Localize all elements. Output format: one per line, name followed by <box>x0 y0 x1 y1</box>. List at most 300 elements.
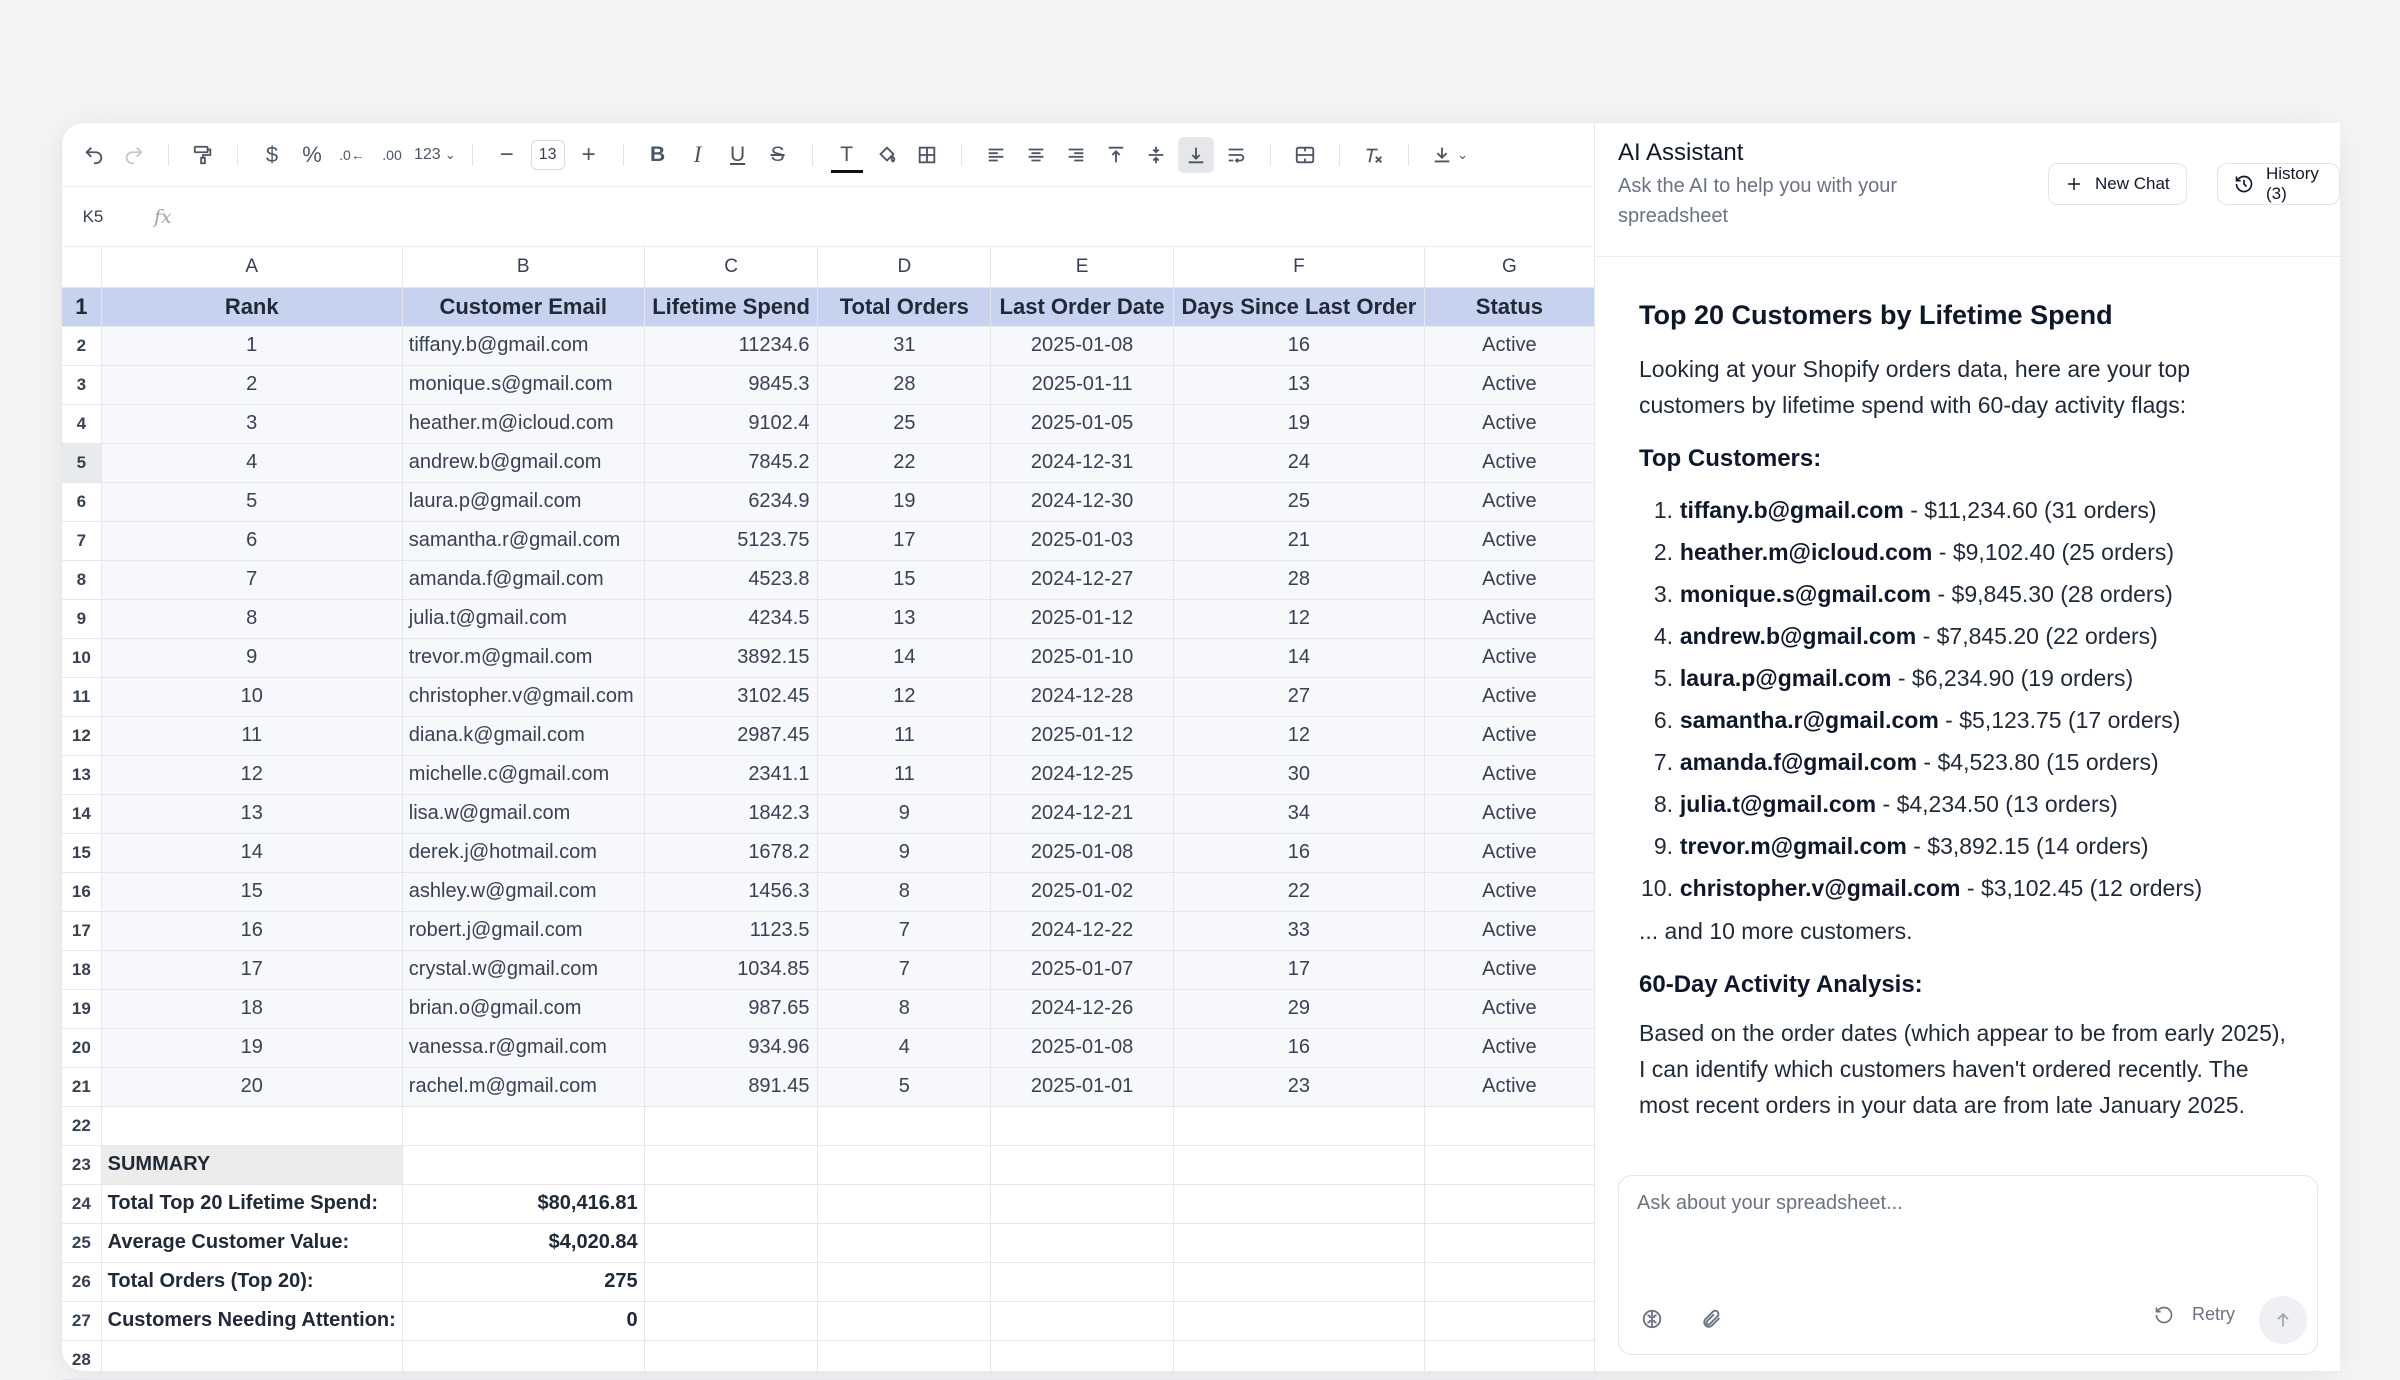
cell[interactable]: 5123.75 <box>644 521 818 560</box>
cell[interactable] <box>818 1301 991 1340</box>
cell[interactable]: 7 <box>818 911 991 950</box>
merge-cells-icon[interactable] <box>1287 137 1323 173</box>
cell[interactable]: 2025-01-05 <box>991 404 1174 443</box>
cells-table <box>62 247 1595 1380</box>
row-header[interactable]: 19 <box>62 989 101 1028</box>
more-customers-text: ... and 10 more customers. <box>1639 918 1913 944</box>
cell[interactable]: 13 <box>1173 365 1424 404</box>
cell[interactable] <box>991 1223 1174 1262</box>
cell[interactable]: Active <box>1424 989 1594 1028</box>
cell[interactable]: trevor.m@gmail.com <box>402 638 644 677</box>
cell[interactable] <box>818 1106 991 1145</box>
cell[interactable]: 13 <box>101 794 402 833</box>
percent-icon[interactable]: % <box>302 141 322 167</box>
table-row <box>62 1106 1595 1145</box>
cell[interactable]: 1123.5 <box>644 911 818 950</box>
cell[interactable] <box>644 1145 818 1184</box>
cell[interactable]: vanessa.r@gmail.com <box>402 1028 644 1067</box>
cell[interactable]: 29 <box>1173 989 1424 1028</box>
cell[interactable] <box>1424 1184 1594 1223</box>
chat-input-box[interactable] <box>1618 1175 2318 1355</box>
cell[interactable]: 9 <box>818 794 991 833</box>
cell[interactable]: Active <box>1424 521 1594 560</box>
cell[interactable]: 22 <box>1173 872 1424 911</box>
cell[interactable] <box>402 1106 644 1145</box>
send-button[interactable] <box>2259 1296 2307 1344</box>
analysis-heading: 60-Day Activity Analysis: <box>1639 971 1923 998</box>
cell[interactable] <box>991 1340 1174 1379</box>
italic-icon[interactable]: I <box>693 141 702 167</box>
cell[interactable]: 9845.3 <box>644 365 818 404</box>
cell[interactable]: andrew.b@gmail.com <box>402 443 644 482</box>
cell[interactable]: 13 <box>818 599 991 638</box>
cell[interactable]: Customers Needing Attention: <box>101 1301 402 1340</box>
download-icon[interactable] <box>1425 137 1475 173</box>
row-header[interactable]: 12 <box>62 716 101 755</box>
cell[interactable]: 9 <box>818 833 991 872</box>
cell[interactable] <box>1424 1301 1594 1340</box>
cell[interactable]: 2025-01-10 <box>991 638 1174 677</box>
cell[interactable]: 1842.3 <box>644 794 818 833</box>
row-header[interactable]: 15 <box>62 833 101 872</box>
cell[interactable]: Status <box>1424 287 1594 326</box>
cell[interactable]: 1034.85 <box>644 950 818 989</box>
undo-icon[interactable] <box>76 137 112 173</box>
cell[interactable]: 23 <box>1173 1067 1424 1106</box>
cell[interactable]: 4 <box>101 443 402 482</box>
cell[interactable]: 2025-01-03 <box>991 521 1174 560</box>
corner-cell[interactable] <box>62 247 101 287</box>
cell[interactable] <box>991 1301 1174 1340</box>
cell[interactable] <box>1424 1223 1594 1262</box>
chat-messages <box>1595 257 2340 1267</box>
list-item <box>1639 699 2296 741</box>
list-item <box>1639 489 2296 531</box>
table-row <box>62 1067 1595 1106</box>
borders-icon[interactable] <box>909 137 945 173</box>
column-header[interactable]: D <box>818 247 991 287</box>
cell[interactable] <box>991 1106 1174 1145</box>
cell[interactable]: 1456.3 <box>644 872 818 911</box>
analysis-text: Based on the order dates (which appear to be from early 2025), I can identify which customers haven't ordered recently. The most recent orders in your data are from late January 2025. <box>1639 1020 2286 1118</box>
cell[interactable]: rachel.m@gmail.com <box>402 1067 644 1106</box>
cell[interactable]: 2024-12-27 <box>991 560 1174 599</box>
cell[interactable]: Active <box>1424 794 1594 833</box>
customer-email: amanda.f@gmail.com <box>1679 749 1918 775</box>
row-header[interactable]: 4 <box>62 404 101 443</box>
cell[interactable]: 6 <box>101 521 402 560</box>
cell[interactable]: 17 <box>101 950 402 989</box>
cell[interactable]: 9 <box>101 638 402 677</box>
customer-detail: - $4,234.50 (13 orders) <box>1876 791 2118 817</box>
cell[interactable]: 30 <box>1173 755 1424 794</box>
bold-icon[interactable]: B <box>650 142 666 166</box>
cell[interactable]: 2025-01-08 <box>991 326 1174 365</box>
cell[interactable]: 2024-12-25 <box>991 755 1174 794</box>
cell[interactable]: 34 <box>1173 794 1424 833</box>
paperclip-icon[interactable] <box>1701 1308 1723 1335</box>
cell[interactable]: 15 <box>818 560 991 599</box>
decrease-font-size-button[interactable]: − <box>499 140 514 168</box>
column-headers <box>62 247 1595 287</box>
cell[interactable]: monique.s@gmail.com <box>402 365 644 404</box>
cell[interactable]: Average Customer Value: <box>101 1223 402 1262</box>
cell[interactable]: Active <box>1424 911 1594 950</box>
cell[interactable]: 3 <box>101 404 402 443</box>
cell[interactable]: 2025-01-01 <box>991 1067 1174 1106</box>
cell[interactable]: Active <box>1424 404 1594 443</box>
table-row <box>62 911 1595 950</box>
row-header[interactable]: 16 <box>62 872 101 911</box>
cell[interactable]: Total Orders <box>818 287 991 326</box>
column-header[interactable]: C <box>644 247 818 287</box>
wrap-text-icon[interactable] <box>1218 137 1254 173</box>
cell[interactable]: Active <box>1424 1067 1594 1106</box>
cell[interactable]: 12 <box>101 755 402 794</box>
cell[interactable]: 11 <box>101 716 402 755</box>
cell[interactable] <box>991 1145 1174 1184</box>
cell[interactable]: 19 <box>818 482 991 521</box>
cell[interactable]: Active <box>1424 677 1594 716</box>
cell[interactable]: 6234.9 <box>644 482 818 521</box>
cell[interactable]: 8 <box>818 989 991 1028</box>
cell[interactable] <box>101 1340 402 1379</box>
increase-decimal-icon[interactable]: .00 <box>382 146 402 163</box>
cell[interactable]: 2025-01-07 <box>991 950 1174 989</box>
cell[interactable]: 4 <box>818 1028 991 1067</box>
cell[interactable]: 20 <box>101 1067 402 1106</box>
chevron-down-icon: ⌄ <box>1457 146 1469 162</box>
cell[interactable] <box>818 1184 991 1223</box>
row-header[interactable]: 10 <box>62 638 101 677</box>
cell[interactable] <box>402 1340 644 1379</box>
cell[interactable]: 11 <box>818 716 991 755</box>
cell[interactable]: Rank <box>101 287 402 326</box>
cell[interactable]: 2024-12-22 <box>991 911 1174 950</box>
row-header[interactable]: 6 <box>62 482 101 521</box>
cell[interactable]: 2024-12-26 <box>991 989 1174 1028</box>
retry-button[interactable] <box>2154 1304 2235 1325</box>
row-header[interactable]: 28 <box>62 1340 101 1379</box>
row-header[interactable]: 13 <box>62 755 101 794</box>
cell[interactable]: 934.96 <box>644 1028 818 1067</box>
cell[interactable]: $80,416.81 <box>402 1184 644 1223</box>
history-button[interactable] <box>2217 163 2340 205</box>
cell[interactable]: 2025-01-12 <box>991 599 1174 638</box>
cell[interactable]: robert.j@gmail.com <box>402 911 644 950</box>
cell[interactable]: derek.j@hotmail.com <box>402 833 644 872</box>
table-row <box>62 482 1595 521</box>
cell[interactable]: 12 <box>1173 599 1424 638</box>
cell[interactable]: samantha.r@gmail.com <box>402 521 644 560</box>
cell[interactable]: 2341.1 <box>644 755 818 794</box>
cell[interactable]: 14 <box>1173 638 1424 677</box>
cell[interactable] <box>644 1340 818 1379</box>
cell[interactable]: 17 <box>1173 950 1424 989</box>
row-header[interactable]: 11 <box>62 677 101 716</box>
cell[interactable]: 14 <box>101 833 402 872</box>
cell[interactable]: Customer Email <box>402 287 644 326</box>
list-number: 6. <box>1653 707 1673 733</box>
cell[interactable]: Last Order Date <box>991 287 1174 326</box>
cell[interactable]: 2987.45 <box>644 716 818 755</box>
cell[interactable]: Active <box>1424 755 1594 794</box>
new-chat-button[interactable] <box>2048 163 2187 205</box>
paint-format-icon[interactable] <box>185 137 221 173</box>
cell[interactable]: SUMMARY <box>101 1145 402 1184</box>
currency-icon[interactable]: $ <box>265 141 279 167</box>
align-center-icon[interactable] <box>1018 137 1054 173</box>
cell[interactable]: 7 <box>818 950 991 989</box>
cell[interactable]: 16 <box>1173 1028 1424 1067</box>
cell[interactable]: Active <box>1424 560 1594 599</box>
cell[interactable]: 28 <box>818 365 991 404</box>
cell[interactable] <box>818 1262 991 1301</box>
cell[interactable]: laura.p@gmail.com <box>402 482 644 521</box>
cell[interactable]: 21 <box>1173 521 1424 560</box>
cell[interactable]: Days Since Last Order <box>1173 287 1424 326</box>
decrease-decimal-icon[interactable]: .0← <box>339 146 365 163</box>
strikethrough-icon[interactable]: S <box>770 142 785 166</box>
cell[interactable]: 891.45 <box>644 1067 818 1106</box>
cell[interactable]: brian.o@gmail.com <box>402 989 644 1028</box>
cell[interactable]: 15 <box>101 872 402 911</box>
cell[interactable] <box>991 1184 1174 1223</box>
cell[interactable]: 22 <box>818 443 991 482</box>
table-row <box>62 716 1595 755</box>
cell[interactable]: 275 <box>402 1262 644 1301</box>
cell[interactable] <box>1173 1262 1424 1301</box>
cell[interactable]: 8 <box>101 599 402 638</box>
row-header[interactable]: 20 <box>62 1028 101 1067</box>
cell[interactable]: julia.t@gmail.com <box>402 599 644 638</box>
separator <box>1270 144 1271 166</box>
cell[interactable]: tiffany.b@gmail.com <box>402 326 644 365</box>
underline-icon[interactable]: U <box>730 142 746 166</box>
cell[interactable]: Active <box>1424 599 1594 638</box>
cell[interactable]: heather.m@icloud.com <box>402 404 644 443</box>
cell[interactable]: 16 <box>1173 326 1424 365</box>
cell[interactable]: Active <box>1424 365 1594 404</box>
align-bottom-icon[interactable] <box>1178 137 1214 173</box>
cell[interactable]: 2024-12-31 <box>991 443 1174 482</box>
cell[interactable]: 2025-01-11 <box>991 365 1174 404</box>
cell[interactable]: 2025-01-12 <box>991 716 1174 755</box>
cell-reference[interactable]: K5 <box>82 206 104 226</box>
increase-font-size-button[interactable]: + <box>581 140 596 168</box>
cell[interactable]: Active <box>1424 443 1594 482</box>
cell[interactable] <box>1424 1340 1594 1379</box>
cell[interactable]: 2 <box>101 365 402 404</box>
cell[interactable] <box>1173 1223 1424 1262</box>
cell[interactable] <box>101 1106 402 1145</box>
separator <box>237 144 238 166</box>
cell[interactable]: ashley.w@gmail.com <box>402 872 644 911</box>
row-header[interactable]: 7 <box>62 521 101 560</box>
table-row <box>62 950 1595 989</box>
cell[interactable]: Total Top 20 Lifetime Spend: <box>101 1184 402 1223</box>
table-row <box>62 521 1595 560</box>
cell[interactable] <box>1424 1145 1594 1184</box>
align-middle-icon[interactable] <box>1138 137 1174 173</box>
cell[interactable]: 2025-01-08 <box>991 1028 1174 1067</box>
cell[interactable]: 0 <box>402 1301 644 1340</box>
cell[interactable]: amanda.f@gmail.com <box>402 560 644 599</box>
cell[interactable] <box>644 1106 818 1145</box>
cell[interactable]: 24 <box>1173 443 1424 482</box>
text-color-bar <box>831 170 863 173</box>
row-header[interactable]: 21 <box>62 1067 101 1106</box>
cell[interactable]: Active <box>1424 833 1594 872</box>
cell[interactable]: 2024-12-21 <box>991 794 1174 833</box>
cell[interactable]: 5 <box>101 482 402 521</box>
table-row <box>62 794 1595 833</box>
brain-icon[interactable] <box>1641 1308 1663 1335</box>
new-chat-label: New Chat <box>2095 174 2170 193</box>
number-format-dropdown[interactable]: 123 ⌄ <box>414 145 456 163</box>
cell[interactable]: 25 <box>818 404 991 443</box>
row-header[interactable]: 5 <box>62 443 101 482</box>
cell[interactable]: Active <box>1424 482 1594 521</box>
cell[interactable] <box>1173 1106 1424 1145</box>
cell[interactable]: Active <box>1424 872 1594 911</box>
cell[interactable]: 4523.8 <box>644 560 818 599</box>
align-left-icon[interactable] <box>978 137 1014 173</box>
formula-bar <box>62 187 1595 247</box>
font-size-input[interactable]: 13 <box>531 140 565 170</box>
cell[interactable]: Active <box>1424 716 1594 755</box>
list-number: 4. <box>1653 623 1673 649</box>
row-header[interactable]: 25 <box>62 1223 101 1262</box>
cell[interactable]: 10 <box>101 677 402 716</box>
cell[interactable]: Active <box>1424 326 1594 365</box>
cell[interactable]: Active <box>1424 1028 1594 1067</box>
cell[interactable]: michelle.c@gmail.com <box>402 755 644 794</box>
cell[interactable]: 7845.2 <box>644 443 818 482</box>
cell[interactable]: 1678.2 <box>644 833 818 872</box>
table-row <box>62 599 1595 638</box>
cell[interactable] <box>644 1223 818 1262</box>
cell[interactable]: 11234.6 <box>644 326 818 365</box>
row-header[interactable]: 18 <box>62 950 101 989</box>
cell[interactable]: 2024-12-30 <box>991 482 1174 521</box>
row-header[interactable]: 27 <box>62 1301 101 1340</box>
cell[interactable]: 17 <box>818 521 991 560</box>
cell[interactable]: 11 <box>818 755 991 794</box>
cell[interactable] <box>644 1301 818 1340</box>
cell[interactable]: christopher.v@gmail.com <box>402 677 644 716</box>
formula-input[interactable] <box>186 197 1595 237</box>
cell[interactable] <box>1173 1340 1424 1379</box>
row-header[interactable]: 22 <box>62 1106 101 1145</box>
cell[interactable] <box>991 1262 1174 1301</box>
cell[interactable]: 18 <box>101 989 402 1028</box>
cell[interactable] <box>644 1184 818 1223</box>
row-header[interactable]: 8 <box>62 560 101 599</box>
cell[interactable]: 33 <box>1173 911 1424 950</box>
cell[interactable]: 16 <box>101 911 402 950</box>
cell[interactable] <box>1424 1262 1594 1301</box>
cell[interactable]: 19 <box>101 1028 402 1067</box>
align-right-icon[interactable] <box>1058 137 1094 173</box>
cell[interactable] <box>402 1145 644 1184</box>
cell[interactable] <box>818 1145 991 1184</box>
cell[interactable]: lisa.w@gmail.com <box>402 794 644 833</box>
cell[interactable] <box>818 1340 991 1379</box>
cell[interactable]: 4234.5 <box>644 599 818 638</box>
cell[interactable]: 25 <box>1173 482 1424 521</box>
cell[interactable]: 12 <box>818 677 991 716</box>
cell[interactable]: 12 <box>1173 716 1424 755</box>
text-color-icon[interactable]: T <box>829 137 865 173</box>
customer-email: heather.m@icloud.com <box>1679 539 1933 565</box>
cell[interactable]: 1 <box>101 326 402 365</box>
clear-formatting-icon[interactable] <box>1356 137 1392 173</box>
fill-color-icon[interactable] <box>869 137 905 173</box>
cell[interactable] <box>1424 1106 1594 1145</box>
cell[interactable]: Lifetime Spend <box>644 287 818 326</box>
cell[interactable]: crystal.w@gmail.com <box>402 950 644 989</box>
cell[interactable]: 27 <box>1173 677 1424 716</box>
table-row <box>62 833 1595 872</box>
row-header[interactable]: 26 <box>62 1262 101 1301</box>
row-header[interactable]: 1 <box>62 287 101 326</box>
cell[interactable] <box>1173 1184 1424 1223</box>
cell[interactable] <box>818 1223 991 1262</box>
cell[interactable]: Active <box>1424 638 1594 677</box>
cell[interactable]: 3892.15 <box>644 638 818 677</box>
row-header[interactable]: 24 <box>62 1184 101 1223</box>
cell[interactable]: Active <box>1424 950 1594 989</box>
column-header[interactable]: G <box>1424 247 1594 287</box>
cell[interactable]: $4,020.84 <box>402 1223 644 1262</box>
cell[interactable]: 8 <box>818 872 991 911</box>
row-header[interactable]: 2 <box>62 326 101 365</box>
cell[interactable]: Total Orders (Top 20): <box>101 1262 402 1301</box>
cell[interactable] <box>1173 1145 1424 1184</box>
column-header[interactable]: A <box>101 247 402 287</box>
cell[interactable]: 31 <box>818 326 991 365</box>
cell[interactable]: 9102.4 <box>644 404 818 443</box>
cell[interactable]: 7 <box>101 560 402 599</box>
cell[interactable]: 2025-01-02 <box>991 872 1174 911</box>
cell[interactable] <box>644 1262 818 1301</box>
cell[interactable] <box>1173 1301 1424 1340</box>
column-header[interactable]: F <box>1173 247 1424 287</box>
cell[interactable]: diana.k@gmail.com <box>402 716 644 755</box>
redo-icon[interactable] <box>116 137 152 173</box>
cell[interactable]: 3102.45 <box>644 677 818 716</box>
column-header[interactable]: B <box>402 247 644 287</box>
row-header[interactable]: 9 <box>62 599 101 638</box>
row-header[interactable]: 3 <box>62 365 101 404</box>
customer-email: laura.p@gmail.com <box>1679 665 1892 691</box>
cell[interactable]: 5 <box>818 1067 991 1106</box>
row-header[interactable]: 14 <box>62 794 101 833</box>
cell[interactable]: 2025-01-08 <box>991 833 1174 872</box>
row-header[interactable]: 17 <box>62 911 101 950</box>
align-top-icon[interactable] <box>1098 137 1134 173</box>
cell[interactable]: 2024-12-28 <box>991 677 1174 716</box>
column-header[interactable]: E <box>991 247 1174 287</box>
cell[interactable]: 16 <box>1173 833 1424 872</box>
cell[interactable]: 987.65 <box>644 989 818 1028</box>
cell[interactable]: 28 <box>1173 560 1424 599</box>
cell[interactable]: 19 <box>1173 404 1424 443</box>
table-row <box>62 1145 1595 1184</box>
row-header[interactable]: 23 <box>62 1145 101 1184</box>
cell[interactable]: 14 <box>818 638 991 677</box>
